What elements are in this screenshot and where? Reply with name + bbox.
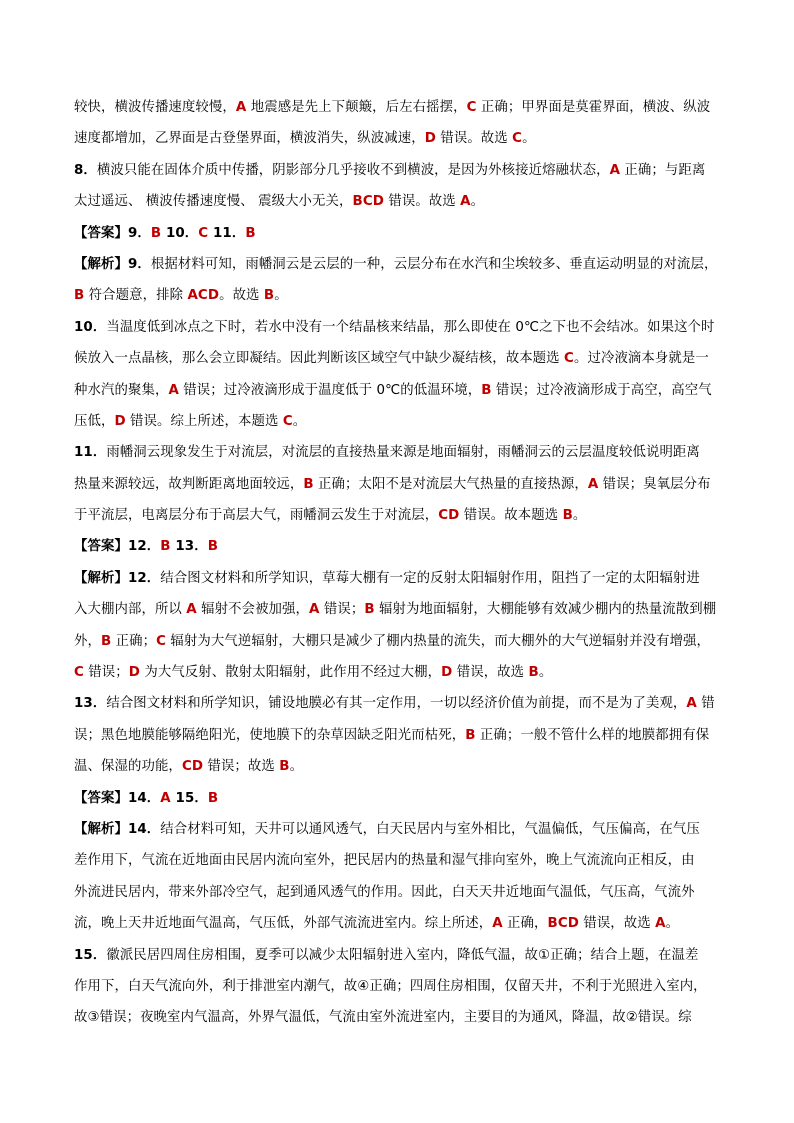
question-15-explanation: 15．徽派民居四周住房相围，夏季可以减少太阳辐射进入室内，降低气温，故①正确；结合上题，在温差 — [74, 947, 699, 963]
text-line: B 符合题意，排除 ACD。故选 B。 — [74, 288, 288, 304]
text-line: 温、保湿的功能，CD 错误；故选 B。 — [74, 759, 304, 775]
text-line: 故③错误；夜晚室内气温高，外界气温低，气流由室外流进室内，主要目的为通风，降温，故②错误。综 — [74, 1010, 692, 1026]
analysis-9-heading: 【解析】9．根据材料可知，雨幡洞云是云层的一种，云层分布在水汽和尘埃较多、垂直运动明显的对流层， — [74, 256, 718, 272]
answer-explanation-text — [74, 92, 722, 1034]
answer-key-14-15: 【答案】14．A 15．B — [74, 790, 219, 806]
analysis-14-heading: 【解析】14．结合材料可知，天井可以通风透气，白天民居内与室外相比，气温偏低，气压偏高，在气压 — [74, 821, 700, 837]
text-line: 外，B 正确；C 辐射为大气逆辐射，大棚只是减少了棚内热量的流失，而大棚外的大气逆辐射并没有增强， — [74, 633, 711, 649]
text-line: 较快，横波传播速度较慢，A 地震感是先上下颠簸，后左右摇摆，C 正确；甲界面是莫霍界面，横波、纵波 — [74, 100, 711, 115]
question-13-explanation: 13．结合图文材料和所学知识，铺设地膜必有其一定作用，一切以经济价值为前提，而不是为了美观，A 错 — [74, 696, 715, 712]
text-line: 压低，D 错误。综上所述，本题选 C。 — [74, 413, 307, 429]
text-line: 太过遥远、 横波传播速度慢、 震级大小无关，BCD 错误。故选 A。 — [74, 194, 485, 210]
text-line: 热量来源较远，故判断距离地面较远，B 正确；太阳不是对流层大气热量的直接热源，A 错误；臭氧层分布 — [74, 476, 711, 492]
analysis-12-heading: 【解析】12．结合图文材料和所学知识，草莓大棚有一定的反射太阳辐射作用，阻挡了一定的太阳辐射进 — [74, 570, 700, 586]
text-line: 速度都增加，乙界面是古登堡界面，横波消失，纵波减速，D 错误。故选 C。 — [74, 131, 536, 147]
text-line: 流，晚上天井近地面气温高，气压低，外部气流流进室内。综上所述，A 正确，BCD 错误，故选 A。 — [74, 916, 680, 932]
text-line: C 错误；D 为大气反射、散射太阳辐射，此作用不经过大棚，D 错误，故选 B。 — [74, 665, 553, 681]
text-line: 差作用下，气流在近地面由民居内流向室外，把民居内的热量和湿气排向室外，晚上气流流向正相反，由 — [74, 853, 695, 869]
question-11-explanation: 11．雨幡洞云现象发生于对流层，对流层的直接热量来源是地面辐射，雨幡洞云的云层温度较低说明距离 — [74, 445, 700, 461]
text-line: 候放入一点晶核，那么会立即凝结。因此判断该区域空气中缺少凝结核，故本题选 C。过冷液滴本身就是一 — [74, 351, 709, 367]
answer-key-12-13: 【答案】12．B 13．B — [74, 539, 219, 555]
text-line: 种水汽的聚集，A 错误；过冷液滴形成于温度低于 0℃的低温环境，B 错误；过冷液滴形成于高空，高空气 — [74, 382, 712, 398]
question-10-explanation: 10．当温度低到冰点之下时，若水中没有一个结晶核来结晶，那么即使在 0℃之下也不会结冰。如果这个时 — [74, 319, 715, 335]
text-line: 入大棚内部，所以 A 辐射不会被加强，A 错误；B 辐射为地面辐射，大棚能够有效减少棚内的热量流散到棚 — [74, 602, 717, 618]
text-line: 于平流层，电离层分布于高层大气，雨幡洞云发生于对流层，CD 错误。故本题选 B。 — [74, 508, 587, 524]
question-8-explanation: 8．横波只能在固体介质中传播，阴影部分几乎接收不到横波，是因为外核接近熔融状态，A 正确；与距离 — [74, 162, 706, 178]
answer-key-9-11: 【答案】9．B 10．C 11．B — [74, 225, 256, 241]
text-line: 误；黑色地膜能够隔绝阳光，使地膜下的杂草因缺乏阳光而枯死，B 正确；一般不管什么样的地膜都拥有保 — [74, 727, 710, 743]
text-line: 作用下，白天气流向外，利于排泄室内潮气，故④正确；四周住房相围，仅留天井，不利于光照进入室内， — [74, 978, 707, 994]
text-line: 外流进民居内，带来外部冷空气，起到通风透气的作用。因此，白天天井近地面气温低，气压高，气流外 — [74, 884, 695, 900]
